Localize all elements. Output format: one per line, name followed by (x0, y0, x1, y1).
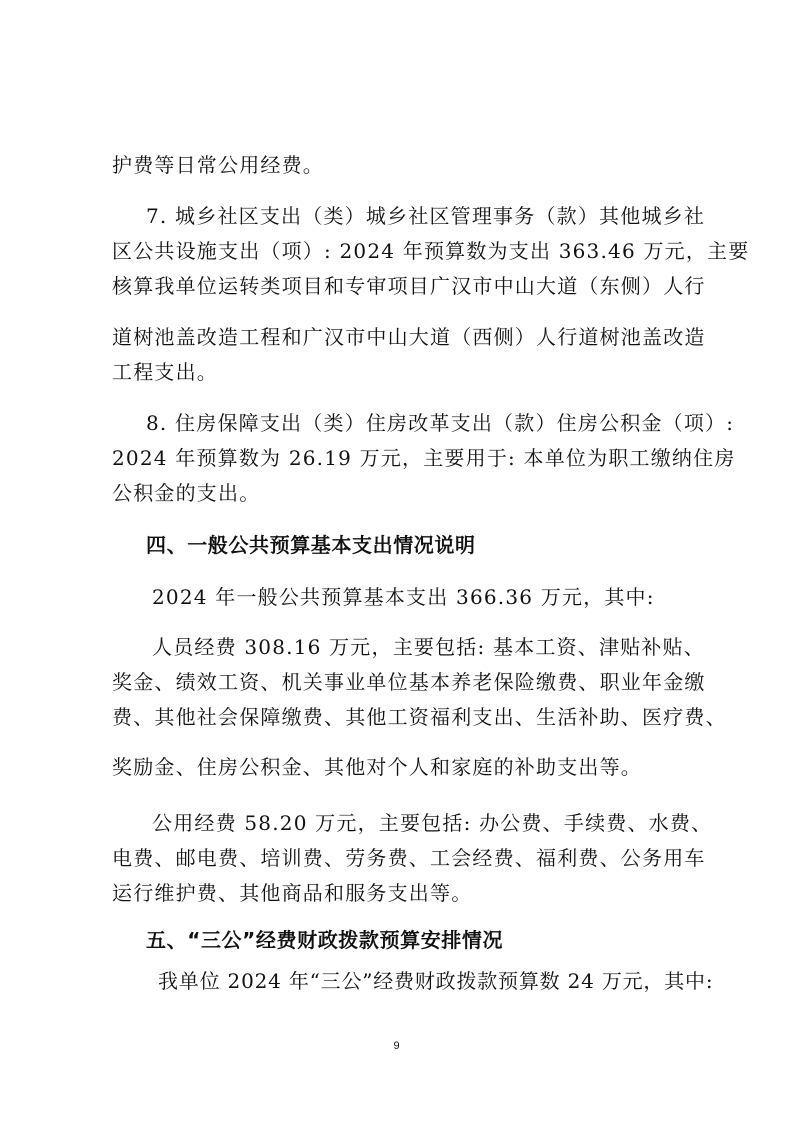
paragraph-line: 人员经费 308.16 万元，主要包括: 基本工资、津贴补贴、 (152, 635, 705, 659)
page-number: 9 (393, 1040, 400, 1052)
paragraph-line: 奖金、绩效工资、机关事业单位基本养老保险缴费、职业年金缴 (112, 670, 706, 694)
paragraph-line: 公用经费 58.20 万元，主要包括: 办公费、手续费、水费、 (152, 811, 713, 835)
paragraph-line: 工程支出。 (112, 360, 218, 384)
paragraph-line: 公积金的支出。 (112, 481, 261, 505)
paragraph-line: 7. 城乡社区支出（类）城乡社区管理事务（款）其他城乡社 (146, 204, 706, 228)
paragraph-line: 护费等日常公用经费。 (112, 153, 324, 177)
paragraph-line: 电费、邮电费、培训费、劳务费、工会经费、福利费、公务用车 (112, 846, 706, 870)
paragraph-line: 奖励金、住房公积金、其他对个人和家庭的补助支出等。 (112, 755, 642, 779)
section-heading: 四、一般公共预算基本支出情况说明 (146, 533, 476, 557)
paragraph-line: 2024 年预算数为 26.19 万元，主要用于: 本单位为职工缴纳住房 (112, 446, 736, 470)
paragraph-line: 运行维护费、其他商品和服务支出等。 (112, 881, 473, 905)
paragraph-line: 区公共设施支出（项）: 2024 年预算数为支出 363.46 万元，主要 (112, 239, 750, 263)
paragraph-line: 费、其他社会保障缴费、其他工资福利支出、生活补助、医疗费、 (112, 705, 727, 729)
paragraph-line: 道树池盖改造工程和广汉市中山大道（西侧）人行道树池盖改造 (112, 325, 706, 349)
paragraph-line: 我单位 2024 年“三公”经费财政拨款预算数 24 万元，其中: (158, 969, 714, 993)
paragraph-line: 8. 住房保障支出（类）住房改革支出（款）住房公积金（项）: (146, 411, 735, 435)
section-heading: 五、“三公”经费财政拨款预算安排情况 (146, 928, 504, 952)
paragraph-line: 2024 年一般公共预算基本支出 366.36 万元，其中: (152, 585, 655, 609)
paragraph-line: 核算我单位运转类项目和专审项目广汉市中山大道（东侧）人行 (112, 274, 706, 298)
